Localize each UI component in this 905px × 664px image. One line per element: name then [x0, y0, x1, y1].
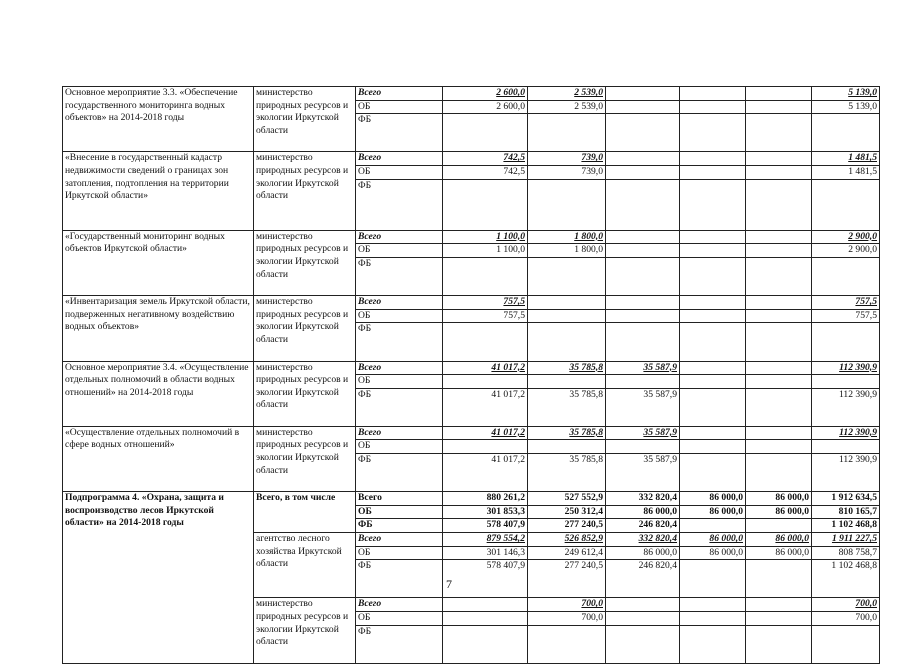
amount-cell — [746, 323, 812, 361]
responsible-executor: агентство лесного хозяйства Иркутской области — [254, 533, 356, 598]
amount-cell — [606, 165, 680, 179]
funding-source: ФБ — [356, 257, 443, 295]
responsible-executor: Всего, в том числе — [254, 492, 356, 533]
amount-cell — [606, 625, 680, 663]
funding-source: ОБ — [356, 165, 443, 179]
amount-cell — [680, 388, 746, 426]
amount-cell: 527 552,9 — [528, 492, 606, 506]
amount-cell: 35 587,9 — [606, 454, 680, 492]
amount-cell — [528, 440, 606, 454]
amount-cell: 880 261,2 — [443, 492, 528, 506]
amount-cell — [746, 309, 812, 323]
funding-source: ФБ — [356, 560, 443, 598]
amount-cell — [443, 179, 528, 230]
amount-cell: 1 100,0 — [443, 244, 528, 258]
budget-table — [62, 86, 880, 664]
amount-cell — [812, 257, 880, 295]
amount-cell — [680, 375, 746, 389]
amount-cell: 86 000,0 — [606, 505, 680, 519]
amount-cell: 1 102 468,8 — [812, 519, 880, 533]
amount-cell — [746, 598, 812, 612]
amount-cell — [746, 244, 812, 258]
amount-cell — [812, 179, 880, 230]
amount-cell — [606, 440, 680, 454]
subprogram-title: Подпрограмма 4. «Охрана, защита и воспроизводство лесов Иркутской области» на 2014-2018 годы — [63, 492, 254, 664]
amount-cell — [528, 114, 606, 152]
amount-cell — [606, 230, 680, 244]
amount-cell: 2 600,0 — [443, 100, 528, 114]
amount-cell: 879 554,2 — [443, 533, 528, 547]
funding-source: ОБ — [356, 309, 443, 323]
amount-cell: 86 000,0 — [746, 505, 812, 519]
amount-cell — [680, 257, 746, 295]
funding-source: Всего — [356, 492, 443, 506]
amount-cell — [528, 375, 606, 389]
amount-cell — [746, 426, 812, 440]
amount-cell: 86 000,0 — [680, 533, 746, 547]
amount-cell: 526 852,9 — [528, 533, 606, 547]
amount-cell: 86 000,0 — [680, 492, 746, 506]
amount-cell — [680, 361, 746, 375]
amount-cell — [680, 244, 746, 258]
activity-name: «Государственный мониторинг водных объектов Иркутской области» — [63, 230, 254, 295]
amount-cell: 112 390,9 — [812, 426, 880, 440]
amount-cell — [680, 100, 746, 114]
amount-cell — [746, 560, 812, 598]
amount-cell — [680, 612, 746, 626]
amount-cell: 5 139,0 — [812, 87, 880, 101]
amount-cell: 301 146,3 — [443, 546, 528, 560]
funding-source: ФБ — [356, 179, 443, 230]
amount-cell — [680, 598, 746, 612]
amount-cell — [528, 257, 606, 295]
responsible-executor: министерство природных ресурсов и экологии Иркутской области — [254, 230, 356, 295]
table-row — [63, 230, 880, 244]
responsible-executor: министерство природных ресурсов и экологии Иркутской области — [254, 87, 356, 152]
amount-cell: 41 017,2 — [443, 361, 528, 375]
funding-source: ОБ — [356, 244, 443, 258]
amount-cell — [746, 361, 812, 375]
table-row — [63, 361, 880, 375]
amount-cell: 700,0 — [812, 598, 880, 612]
amount-cell — [606, 612, 680, 626]
funding-source: ФБ — [356, 625, 443, 663]
funding-source: ФБ — [356, 388, 443, 426]
amount-cell: 742,5 — [443, 165, 528, 179]
amount-cell — [528, 323, 606, 361]
amount-cell: 1 911 227,5 — [812, 533, 880, 547]
activity-name: Основное мероприятие 3.3. «Обеспечение государственного мониторинга водных объектов» на 2014-2018 годы — [63, 87, 254, 152]
amount-cell: 2 900,0 — [812, 244, 880, 258]
amount-cell: 2 539,0 — [528, 87, 606, 101]
amount-cell — [528, 179, 606, 230]
amount-cell: 112 390,9 — [812, 361, 880, 375]
responsible-executor: министерство природных ресурсов и экологии Иркутской области — [254, 598, 356, 663]
amount-cell: 2 600,0 — [443, 87, 528, 101]
funding-source: ОБ — [356, 546, 443, 560]
amount-cell: 301 853,3 — [443, 505, 528, 519]
amount-cell — [680, 440, 746, 454]
table-row — [63, 152, 880, 166]
amount-cell — [746, 179, 812, 230]
activity-name: «Осуществление отдельных полномочий в сфере водных отношений» — [63, 426, 254, 491]
funding-source: ОБ — [356, 505, 443, 519]
amount-cell: 1 800,0 — [528, 230, 606, 244]
amount-cell — [606, 296, 680, 310]
amount-cell: 739,0 — [528, 152, 606, 166]
amount-cell — [746, 375, 812, 389]
amount-cell: 277 240,5 — [528, 519, 606, 533]
amount-cell: 41 017,2 — [443, 454, 528, 492]
amount-cell: 332 820,4 — [606, 492, 680, 506]
amount-cell — [812, 625, 880, 663]
amount-cell: 86 000,0 — [746, 492, 812, 506]
amount-cell — [746, 296, 812, 310]
funding-source: Всего — [356, 361, 443, 375]
amount-cell — [528, 296, 606, 310]
funding-source: Всего — [356, 230, 443, 244]
amount-cell: 35 587,9 — [606, 361, 680, 375]
amount-cell — [680, 179, 746, 230]
amount-cell: 86 000,0 — [746, 533, 812, 547]
amount-cell — [746, 257, 812, 295]
amount-cell — [812, 375, 880, 389]
amount-cell — [680, 114, 746, 152]
amount-cell — [812, 440, 880, 454]
amount-cell: 2 900,0 — [812, 230, 880, 244]
amount-cell: 1 481,5 — [812, 165, 880, 179]
amount-cell: 742,5 — [443, 152, 528, 166]
amount-cell — [443, 440, 528, 454]
amount-cell: 739,0 — [528, 165, 606, 179]
amount-cell: 250 312,4 — [528, 505, 606, 519]
table-row — [63, 492, 880, 506]
amount-cell: 810 165,7 — [812, 505, 880, 519]
amount-cell — [746, 388, 812, 426]
amount-cell: 246 820,4 — [606, 560, 680, 598]
funding-source: ФБ — [356, 454, 443, 492]
amount-cell: 757,5 — [443, 296, 528, 310]
amount-cell — [680, 152, 746, 166]
amount-cell: 1 800,0 — [528, 244, 606, 258]
amount-cell — [443, 598, 528, 612]
amount-cell — [680, 560, 746, 598]
funding-source: ОБ — [356, 440, 443, 454]
amount-cell: 86 000,0 — [746, 546, 812, 560]
amount-cell — [680, 165, 746, 179]
amount-cell — [680, 426, 746, 440]
amount-cell — [606, 152, 680, 166]
amount-cell — [680, 454, 746, 492]
amount-cell: 41 017,2 — [443, 388, 528, 426]
amount-cell — [746, 100, 812, 114]
amount-cell — [606, 179, 680, 230]
amount-cell — [443, 375, 528, 389]
amount-cell: 35 785,8 — [528, 454, 606, 492]
amount-cell: 5 139,0 — [812, 100, 880, 114]
amount-cell: 700,0 — [528, 598, 606, 612]
amount-cell: 1 102 468,8 — [812, 560, 880, 598]
table-row — [63, 296, 880, 310]
amount-cell — [606, 100, 680, 114]
amount-cell: 700,0 — [528, 612, 606, 626]
amount-cell — [528, 309, 606, 323]
amount-cell: 578 407,9 — [443, 519, 528, 533]
amount-cell — [746, 165, 812, 179]
responsible-executor: министерство природных ресурсов и экологии Иркутской области — [254, 426, 356, 491]
activity-name: Основное мероприятие 3.4. «Осуществление отдельных полномочий в области водных отношений» на 2014-2018 годы — [63, 361, 254, 426]
amount-cell — [746, 612, 812, 626]
amount-cell: 332 820,4 — [606, 533, 680, 547]
amount-cell: 757,5 — [812, 309, 880, 323]
amount-cell — [606, 87, 680, 101]
amount-cell — [606, 375, 680, 389]
responsible-executor: министерство природных ресурсов и экологии Иркутской области — [254, 361, 356, 426]
amount-cell: 86 000,0 — [680, 505, 746, 519]
amount-cell: 86 000,0 — [606, 546, 680, 560]
funding-source: ФБ — [356, 114, 443, 152]
amount-cell: 112 390,9 — [812, 388, 880, 426]
amount-cell — [680, 323, 746, 361]
funding-source: ФБ — [356, 323, 443, 361]
amount-cell — [443, 612, 528, 626]
page-number: 7 — [446, 577, 452, 591]
table-row — [63, 426, 880, 440]
amount-cell: 2 539,0 — [528, 100, 606, 114]
amount-cell: 35 587,9 — [606, 388, 680, 426]
amount-cell — [528, 625, 606, 663]
activity-name: «Внесение в государственный кадастр недвижимости сведений о границах зон затопления, подтопления на территории Иркутской области» — [63, 152, 254, 230]
amount-cell — [812, 114, 880, 152]
amount-cell — [606, 323, 680, 361]
amount-cell — [680, 296, 746, 310]
amount-cell: 700,0 — [812, 612, 880, 626]
amount-cell: 808 758,7 — [812, 546, 880, 560]
responsible-executor: министерство природных ресурсов и экологии Иркутской области — [254, 152, 356, 230]
amount-cell — [680, 519, 746, 533]
amount-cell: 35 587,9 — [606, 426, 680, 440]
amount-cell — [443, 625, 528, 663]
funding-source: Всего — [356, 598, 443, 612]
amount-cell: 35 785,8 — [528, 361, 606, 375]
amount-cell — [746, 230, 812, 244]
amount-cell: 249 612,4 — [528, 546, 606, 560]
amount-cell: 578 407,9 — [443, 560, 528, 598]
table-row — [63, 87, 880, 101]
amount-cell — [746, 114, 812, 152]
amount-cell — [746, 454, 812, 492]
amount-cell: 35 785,8 — [528, 388, 606, 426]
amount-cell — [680, 309, 746, 323]
amount-cell — [606, 114, 680, 152]
funding-source: ОБ — [356, 375, 443, 389]
amount-cell: 86 000,0 — [680, 546, 746, 560]
amount-cell — [746, 519, 812, 533]
funding-source: Всего — [356, 87, 443, 101]
responsible-executor: министерство природных ресурсов и экологии Иркутской области — [254, 296, 356, 361]
amount-cell: 277 240,5 — [528, 560, 606, 598]
amount-cell: 41 017,2 — [443, 426, 528, 440]
amount-cell — [746, 440, 812, 454]
funding-source: Всего — [356, 296, 443, 310]
amount-cell — [746, 87, 812, 101]
amount-cell: 246 820,4 — [606, 519, 680, 533]
amount-cell: 35 785,8 — [528, 426, 606, 440]
amount-cell — [606, 244, 680, 258]
funding-source: ОБ — [356, 612, 443, 626]
amount-cell — [606, 309, 680, 323]
amount-cell: 112 390,9 — [812, 454, 880, 492]
funding-source: Всего — [356, 533, 443, 547]
amount-cell — [443, 323, 528, 361]
amount-cell — [443, 114, 528, 152]
funding-source: Всего — [356, 152, 443, 166]
activity-name: «Инвентаризация земель Иркутской области, подверженных негативному воздействию водных объектов» — [63, 296, 254, 361]
amount-cell — [606, 598, 680, 612]
amount-cell — [812, 323, 880, 361]
funding-source: Всего — [356, 426, 443, 440]
amount-cell — [746, 625, 812, 663]
amount-cell: 1 912 634,5 — [812, 492, 880, 506]
amount-cell: 1 100,0 — [443, 230, 528, 244]
amount-cell — [606, 257, 680, 295]
amount-cell: 757,5 — [443, 309, 528, 323]
amount-cell — [443, 257, 528, 295]
funding-source: ФБ — [356, 519, 443, 533]
amount-cell — [680, 87, 746, 101]
amount-cell — [680, 230, 746, 244]
funding-source: ОБ — [356, 100, 443, 114]
amount-cell: 757,5 — [812, 296, 880, 310]
amount-cell — [680, 625, 746, 663]
amount-cell: 1 481,5 — [812, 152, 880, 166]
amount-cell — [746, 152, 812, 166]
